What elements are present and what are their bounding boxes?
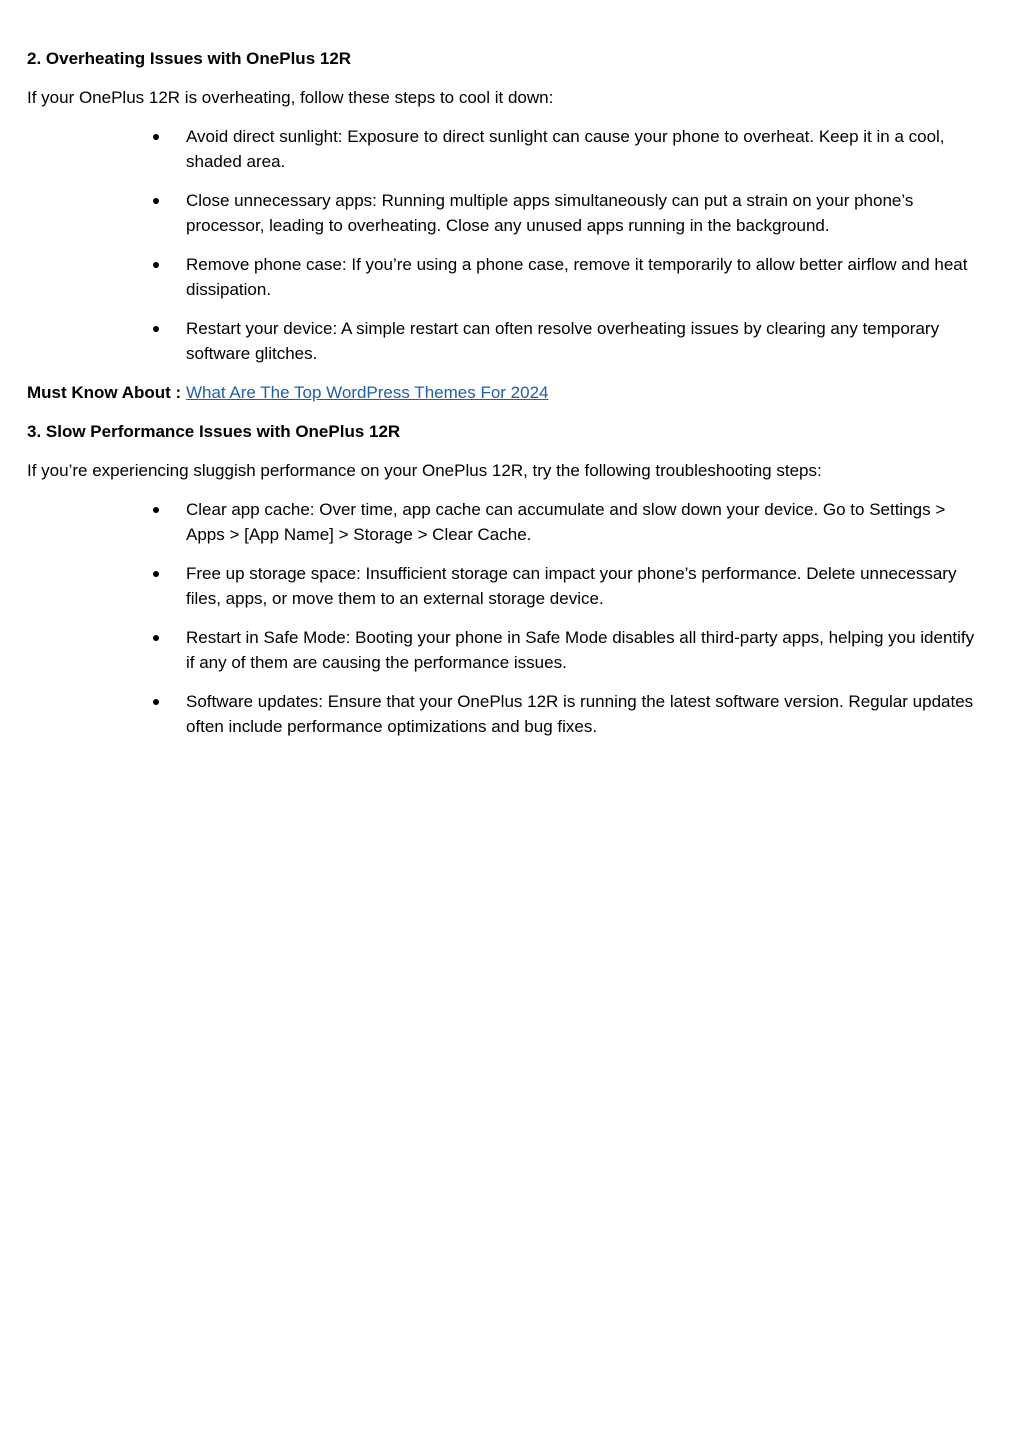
bullet-icon	[153, 262, 159, 268]
section-2-intro: If your OnePlus 12R is overheating, follow these steps to cool it down:	[27, 88, 554, 107]
list-item-text: Free up storage space: Insufficient storage can impact your phone’s performance. Delete unnecessary files, apps, or move them to an external storage device.	[186, 564, 957, 608]
list-item	[27, 625, 977, 675]
must-know-label: Must Know About :	[27, 383, 186, 402]
bullet-icon	[153, 198, 159, 204]
bullet-icon	[153, 699, 159, 705]
list-item-text: Restart your device: A simple restart can often resolve overheating issues by clearing any temporary software glitches.	[186, 319, 940, 363]
bullet-icon	[153, 635, 159, 641]
list-item	[27, 252, 977, 302]
list-item	[27, 316, 977, 366]
list-item	[27, 689, 977, 739]
list-item	[27, 497, 977, 547]
list-item-text: Restart in Safe Mode: Booting your phone in Safe Mode disables all third-party apps, helping you identify if any of them are causing the performance issues.	[186, 628, 975, 672]
bullet-icon	[153, 507, 159, 513]
list-item	[27, 561, 977, 611]
document-content	[27, 46, 977, 753]
list-item-text: Clear app cache: Over time, app cache can accumulate and slow down your device. Go to Settings > Apps > [App Name] > Storage > Clear Cache.	[186, 500, 946, 544]
must-know-line	[27, 380, 977, 405]
list-item-text: Software updates: Ensure that your OnePlus 12R is running the latest software version. Regular updates often include performance optimizations and bug fixes.	[186, 692, 974, 736]
section-2-heading: 2. Overheating Issues with OnePlus 12R	[27, 49, 352, 68]
bullet-icon	[153, 326, 159, 332]
list-item	[27, 188, 977, 238]
section-3-heading: 3. Slow Performance Issues with OnePlus 12R	[27, 422, 401, 441]
section-2-list	[27, 124, 977, 366]
list-item-text: Avoid direct sunlight: Exposure to direct sunlight can cause your phone to overheat. Keep it in a cool, shaded area.	[186, 127, 945, 171]
list-item-text: Close unnecessary apps: Running multiple apps simultaneously can put a strain on your phone’s processor, leading to overheating. Close any unused apps running in the background.	[186, 191, 914, 235]
bullet-icon	[153, 134, 159, 140]
bullet-icon	[153, 571, 159, 577]
must-know-link[interactable]: What Are The Top WordPress Themes For 2024	[185, 383, 549, 402]
list-item-text: Remove phone case: If you’re using a phone case, remove it temporarily to allow better airflow and heat dissipation.	[186, 255, 968, 299]
list-item	[27, 124, 977, 174]
section-3-list	[27, 497, 977, 739]
section-3-intro: If you’re experiencing sluggish performance on your OnePlus 12R, try the following troubleshooting steps:	[27, 461, 822, 480]
